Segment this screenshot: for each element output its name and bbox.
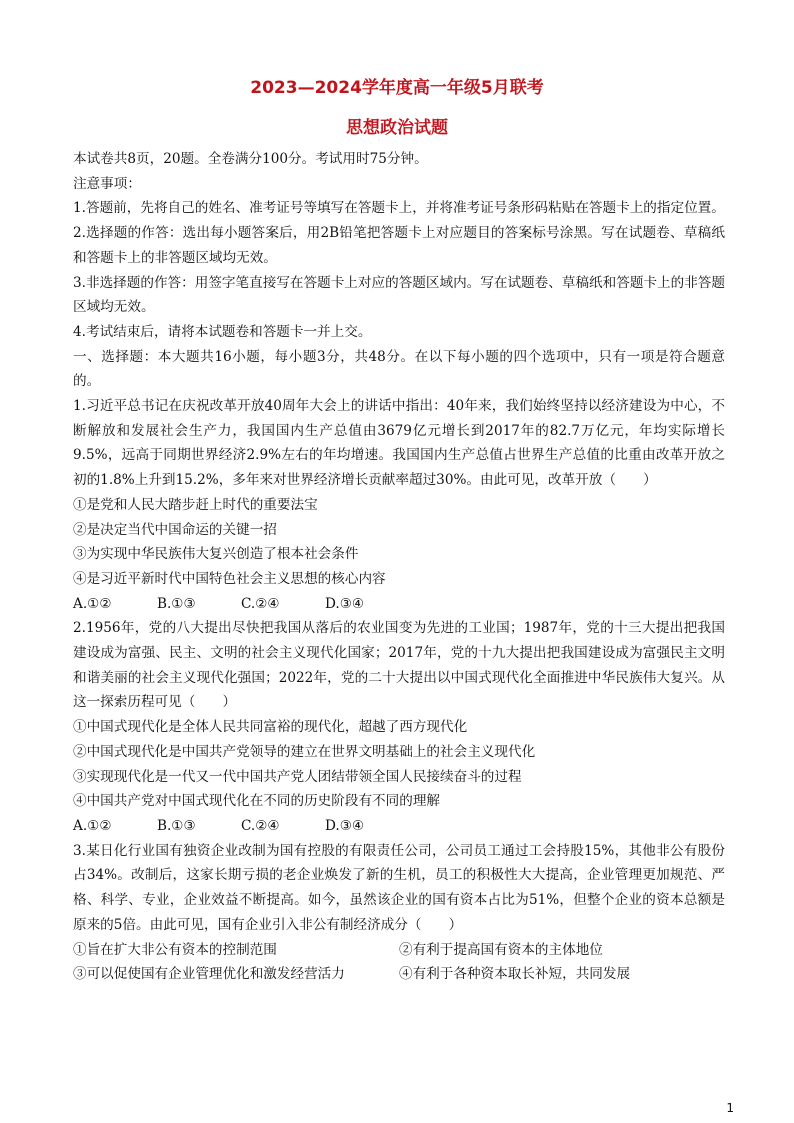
exam-subject: 思想政治试题 <box>346 118 448 138</box>
exam-info: 本试卷共8页，20题。全卷满分100分。考试用时75分钟。 <box>73 151 428 167</box>
page-number: 1 <box>726 1101 734 1115</box>
choice-b: B.①③ <box>157 595 196 612</box>
section-heading: 一、选择题：本大题共16小题，每小题3分，共48分。在以下每小题的四个选项中，只有一项是符合题意的。 <box>73 348 725 390</box>
question-statement: ④是习近平新时代中国特色社会主义思想的核心内容 <box>73 570 386 587</box>
question-stem: 3.某日化行业国有独资企业改制为国有控股的有限责任公司，公司员工通过工会持股15%，其他非公有股份占34%。改制后，这家长期亏损的老企业焕发了新的生机，员工的积极性大大提高，企业管理更加规范、严格、科学、专业，企业效益不断提高。如今，虽然该企业的国有资本占比为51%，但整个企业的资本总额是原来的5倍。由此可见，国有企业引入非公有制经济成分（ ） <box>73 842 725 933</box>
choice-a: A.①② <box>73 595 112 612</box>
question-statement: ④有利于各种资本取长补短，共同发展 <box>399 966 631 983</box>
notice-heading: 注意事项： <box>73 175 141 192</box>
question-statement: ②有利于提高国有资本的主体地位 <box>399 941 603 958</box>
choice-c: C.②④ <box>241 817 280 834</box>
question-statement: ③为实现中华民族伟大复兴创造了根本社会条件 <box>73 546 359 563</box>
statement-row <box>73 938 725 963</box>
exam-title: 2023—2024学年度高一年级5月联考 <box>250 78 544 98</box>
choice-a: A.①② <box>73 817 112 834</box>
answer-choices <box>73 814 725 839</box>
choice-d: D.③④ <box>325 817 365 834</box>
question-statement: ①中国式现代化是全体人民共同富裕的现代化，超越了西方现代化 <box>73 719 468 736</box>
question-statement: ②中国式现代化是中国共产党领导的建立在世界文明基础上的社会主义现代化 <box>73 743 536 760</box>
question-statement: ①旨在扩大非公有资本的控制范围 <box>73 941 277 958</box>
notice-item: 4.考试结束后，请将本试题卷和答题卡一并上交。 <box>73 323 372 340</box>
choice-b: B.①③ <box>157 817 196 834</box>
question-statement: ③实现现代化是一代又一代中国共产党人团结带领全国人民接续奋斗的过程 <box>73 768 522 785</box>
question-stem: 1.习近平总书记在庆祝改革开放40周年大会上的讲话中指出：40年来，我们始终坚持以经济建设为中心，不断解放和发展社会生产力，我国国内生产总值由3679亿元增长到2017年的82.7万亿元，年均实际增长9.5%，远高于同期世界经济2.9%左右的年均增速。我国国内生产总值占世界生产总值的比重由改革开放之初的1.8%上升到15.2%，多年来对世界经济增长贡献率超过30%。由此可见，改革开放（ ） <box>73 398 725 489</box>
question-statement: ④中国共产党对中国式现代化在不同的历史阶段有不同的理解 <box>73 793 441 810</box>
choice-c: C.②④ <box>241 595 280 612</box>
notice-item: 2.选择题的作答：选出每小题答案后，用2B铅笔把答题卡上对应题目的答案标号涂黑。写在试题卷、草稿纸和答题卡上的非答题区域均无效。 <box>73 225 725 266</box>
question-statement: ①是党和人民大踏步赶上时代的重要法宝 <box>73 496 318 513</box>
answer-choices <box>73 592 725 617</box>
statement-row <box>73 962 725 987</box>
notice-item: 3.非选择题的作答：用签字笔直接写在答题卡上对应的答题区域内。写在试题卷、草稿纸和答题卡上的非答题区域均无效。 <box>73 274 725 316</box>
choice-d: D.③④ <box>325 595 365 612</box>
exam-content <box>73 147 725 987</box>
question-statement: ②是决定当代中国命运的关键一招 <box>73 521 277 538</box>
question-stem: 2.1956年，党的八大提出尽快把我国从落后的农业国变为先进的工业国；1987年，党的十三大提出把我国建设成为富强、民主、文明的社会主义现代化国家；2017年，党的十九大提出把我国建设成为富强民主文明和谐美丽的社会主义现代化强国；2022年，党的二十大提出以中国式现代化全面推进中华民族伟大复兴。从这一探索历程可见（ ） <box>73 620 725 711</box>
question-statement: ③可以促使国有企业管理优化和激发经营活力 <box>73 966 345 983</box>
notice-item: 1.答题前，先将自己的姓名、准考证号等填写在答题卡上，并将准考证号条形码粘贴在答题卡上的指定位置。 <box>73 200 725 217</box>
